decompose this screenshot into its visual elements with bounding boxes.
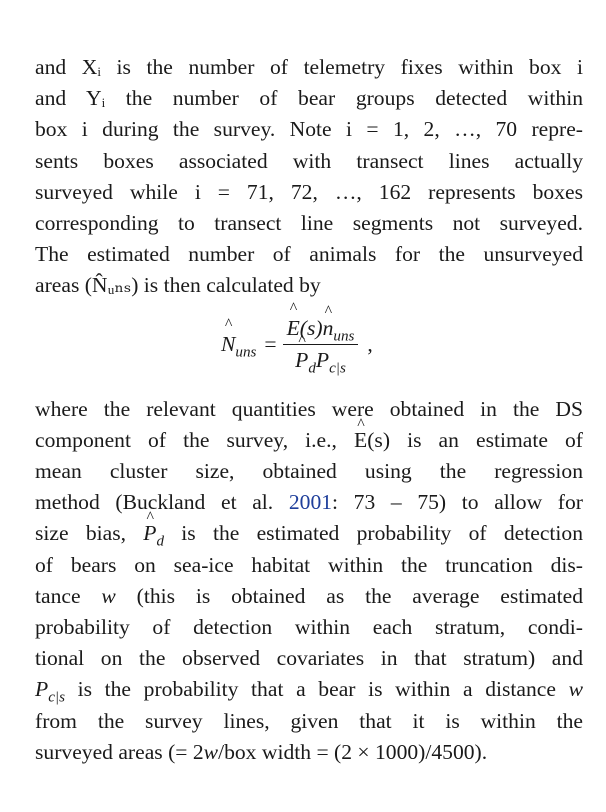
p1-line-4: sents boxes associated with transect lines actually [35,148,583,173]
page-body [35,52,583,768]
p2-line-7: tance w (this is obtained as the average estimated [35,583,583,608]
p2-line-2: component of the survey, i.e., ^ E(s) is an estimate of [35,425,583,456]
p1-line-2: and Yᵢ the number of bear groups detected within [35,86,583,111]
p2-line-5: size bias, ^ $P_d$ is the estimated probability of detection [35,518,583,549]
p2-line-8: probability of detection within each stratum, condi- [35,615,583,640]
p2-line-12: surveyed areas (= 2w/box width = (2 × 1000)/4500). [35,739,488,764]
p2-line-9: tional on the observed covariates in that stratum) and [35,646,583,671]
p2-line-11: from the survey lines, given that it is within the [35,708,583,733]
p2-line-10: $P_{c|s}$ is the probability that a bear is within a distance w [35,677,583,706]
p1-line-5: surveyed while i = 71, 72, …, 162 represents boxes [35,179,583,204]
equation-fraction [283,315,359,377]
p1-line-1: and Xᵢ is the number of telemetry fixes within box i [35,55,583,79]
equation-lhs: ^ $N_{uns}$ [221,332,256,357]
equation-denominator: ^ $P_dP_{c|s}$ [291,345,350,373]
p2-line-1: where the relevant quantities were obtained in the DS [35,396,583,421]
equation-numerator: ^ E(s)^ $n_{uns}$ [283,316,359,344]
equation-comma: , [367,331,373,356]
p1-line-7: The estimated number of animals for the unsurveyed [35,242,583,267]
equation-n-uns [35,302,583,394]
p1-line-3: box i during the survey. Note i = 1, 2, …, 70 repre- [35,117,583,142]
p1-line-8: areas (N̂ᵤₙₛ) is then calculated by [35,273,321,298]
citation-link-2001[interactable]: 2001 [288,490,333,515]
equation-equals: = [264,331,277,356]
paragraph-2 [35,394,583,768]
p2-line-6: of bears on sea-ice habitat within the truncation dis- [35,552,583,577]
p2-line-3: mean cluster size, obtained using the regression [35,459,583,484]
paragraph-1 [35,52,583,302]
p2-line-4: method (Buckland et al. 2001: 73 – 75) to allow for [35,490,583,515]
p1-line-6: corresponding to transect line segments not surveyed. [35,211,583,236]
